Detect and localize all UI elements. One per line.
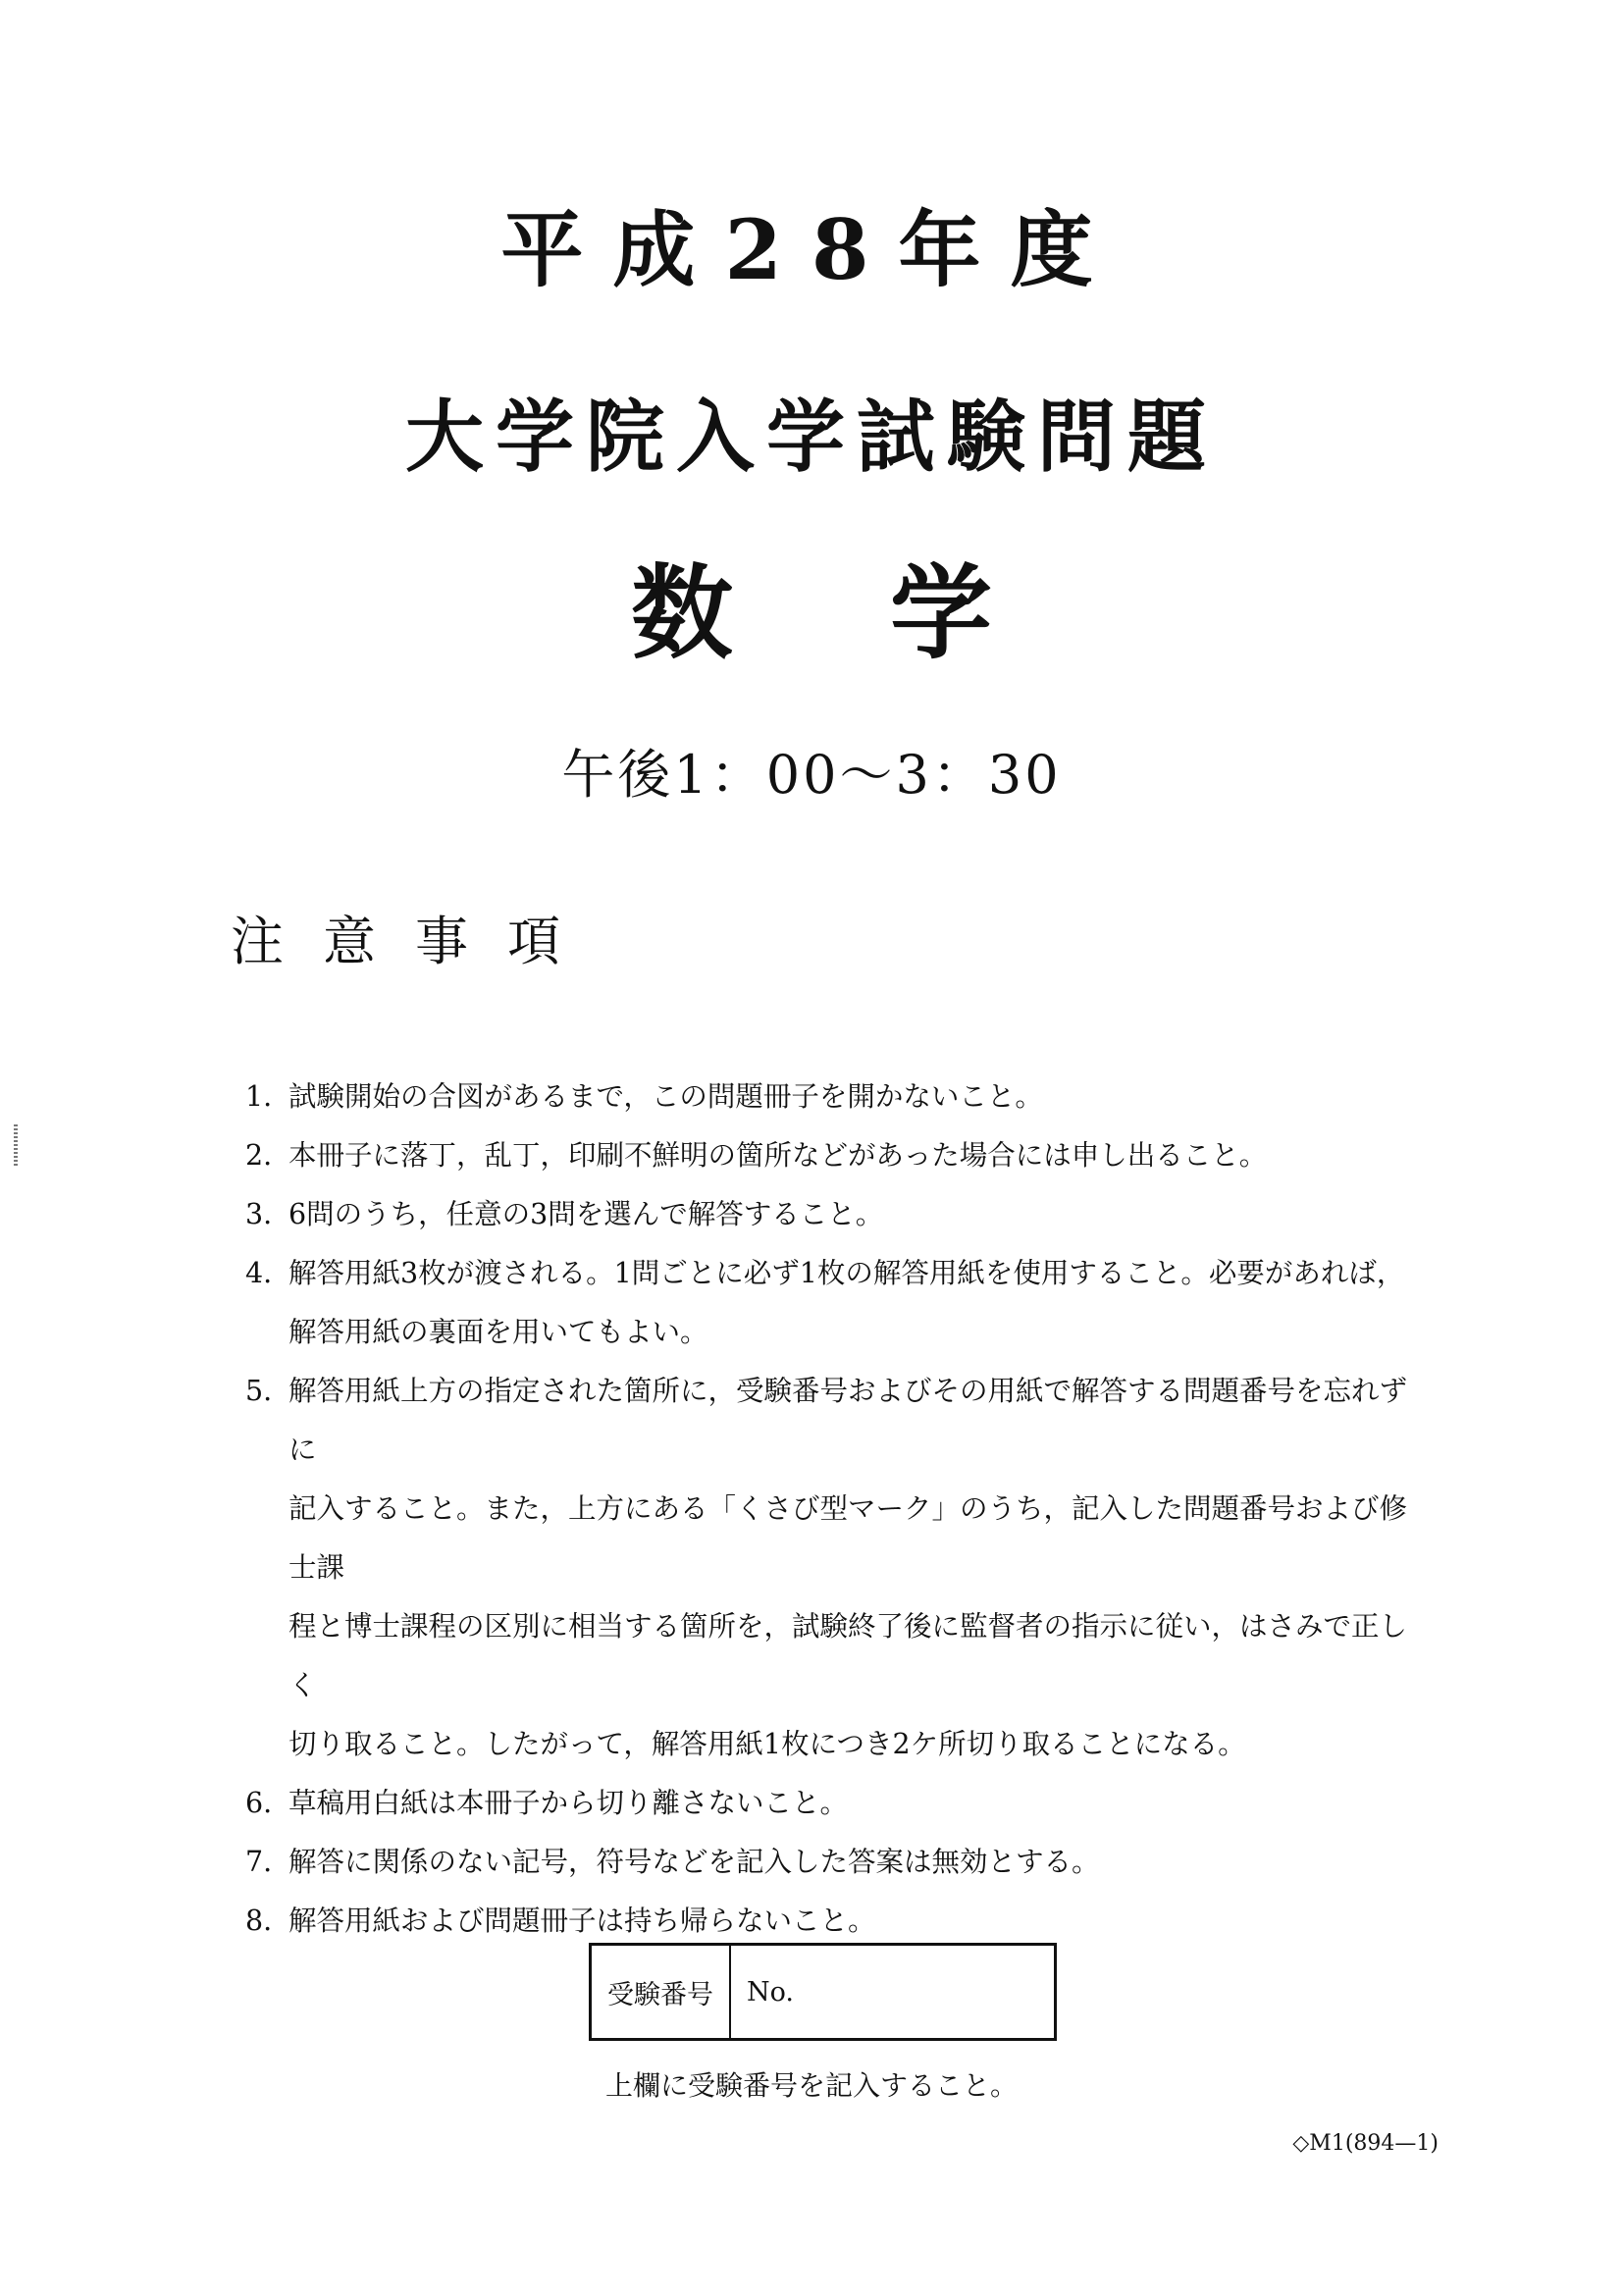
note-item <box>245 1774 1423 1833</box>
note-text: 本冊子に落丁，乱丁，印刷不鮮明の箇所などがあった場合には申し出ること。 <box>288 1139 1268 1172</box>
note-text: 草稿用白紙は本冊子から切り離さないこと。 <box>288 1787 849 1819</box>
exam-number-box <box>589 1943 1057 2041</box>
note-item <box>245 1185 1423 1244</box>
note-item <box>245 1833 1423 1892</box>
note-number: 1. <box>245 1080 273 1113</box>
exam-number-field[interactable]: No. <box>747 1976 794 2008</box>
note-number: 2. <box>245 1139 273 1172</box>
exam-time: 午後1：00～3：30 <box>561 744 1062 806</box>
note-number: 7. <box>245 1846 273 1878</box>
note-number: 3. <box>245 1198 273 1230</box>
exam-title: 大学院入学試験問題 <box>405 391 1218 483</box>
note-item <box>245 1244 1423 1362</box>
note-number: 6. <box>245 1787 273 1819</box>
note-number: 5. <box>245 1375 273 1407</box>
note-text: 試験開始の合図があるまで，この問題冊子を開かないこと。 <box>288 1080 1043 1113</box>
form-code: ◇M1(894—1) <box>1292 2131 1439 2156</box>
note-text: 解答用紙上方の指定された箇所に，受験番号およびその用紙で解答する問題番号を忘れずに 記入すること。また，上方にある「くさび型マーク」のうち，記入した問題番号および修士課 程と博士課程の区別に相当する箇所を，試験終了後に監督者の指示に従い，はさみで正しく 切り取ること。したがって，解答用紙1枚につき2ケ所切り取ることになる。 <box>288 1375 1408 1760</box>
notes-heading: 注意事項 <box>231 911 600 972</box>
subject-title: 数学 <box>630 552 1149 673</box>
year-title: 平成28年度 <box>500 201 1123 298</box>
note-text: 解答に関係のない記号，符号などを記入した答案は無効とする。 <box>288 1846 1100 1878</box>
note-number: 4. <box>245 1257 273 1289</box>
note-text: 解答用紙および問題冊子は持ち帰らないこと。 <box>288 1905 876 1937</box>
note-item <box>245 1068 1423 1126</box>
note-item <box>245 1126 1423 1185</box>
scan-margin-mark <box>14 1124 18 1168</box>
note-text: 解答用紙3枚が渡される。1問ごとに必ず1枚の解答用紙を使用すること。必要があれば， 解答用紙の裏面を用いてもよい。 <box>288 1257 1405 1348</box>
exam-number-label: 受験番号 <box>592 1946 731 2038</box>
notes-list <box>245 1068 1423 1951</box>
note-number: 8. <box>245 1905 273 1937</box>
note-item <box>245 1892 1423 1951</box>
note-item <box>245 1362 1423 1774</box>
exam-number-instruction: 上欄に受験番号を記入すること。 <box>604 2069 1018 2102</box>
note-text: 6問のうち，任意の3問を選んで解答すること。 <box>288 1198 884 1230</box>
